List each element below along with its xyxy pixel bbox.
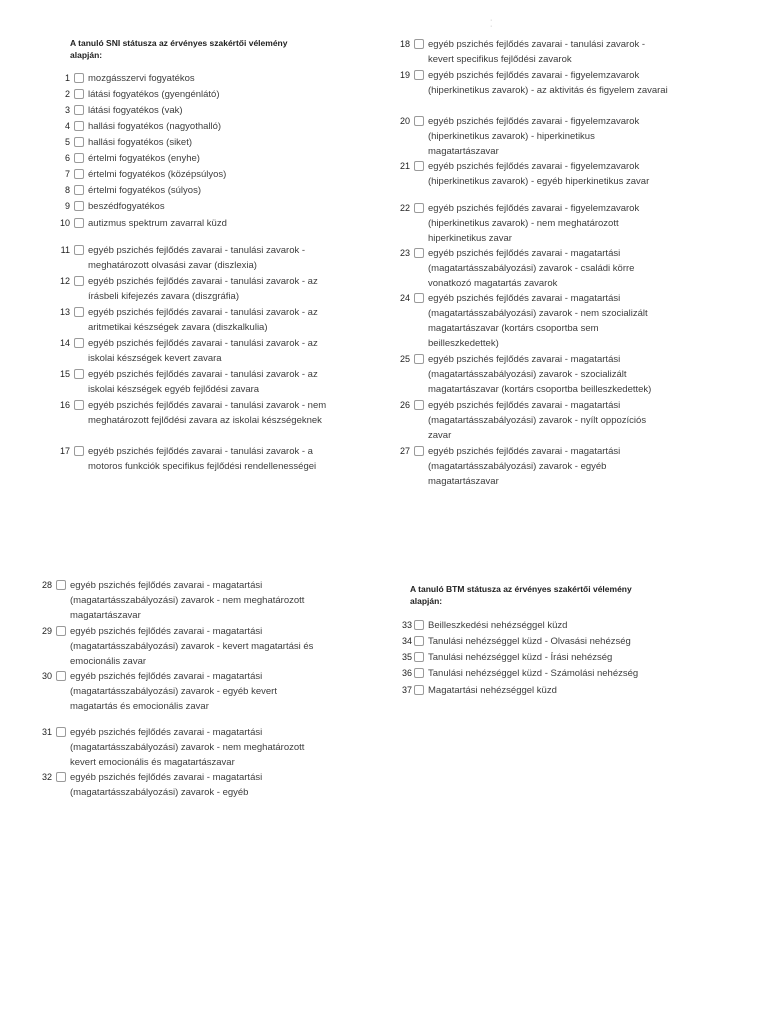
checkbox-label: egyéb pszichés fejlődés zavarai - tanulási zavarok - nem meghatározott fejlődési zavara az iskolai készségeknek: [88, 400, 327, 426]
item-number: 12: [59, 276, 70, 286]
checkbox-label: hallási fogyatékos (siket): [88, 137, 193, 148]
item-number: 20: [399, 116, 410, 126]
checkbox[interactable]: [74, 137, 84, 147]
checkbox[interactable]: [74, 169, 84, 179]
checkbox-label: egyéb pszichés fejlődés zavarai - magatartási (magatartásszabályozási) zavarok - nem meghatározott magatartászavar: [70, 580, 305, 621]
item-number: 9: [64, 201, 70, 211]
item-number: 24: [399, 293, 410, 303]
item-number: 1: [64, 73, 70, 83]
item-number: 36: [401, 668, 412, 678]
item-number: 11: [60, 245, 70, 255]
checkbox[interactable]: [414, 248, 424, 258]
checkbox[interactable]: [414, 668, 424, 678]
item-number: 4: [64, 121, 70, 131]
checkbox-label: egyéb pszichés fejlődés zavarai - magatartási (magatartásszabályozási) zavarok - nyílt oppozíciós zavar: [428, 400, 647, 441]
checkbox[interactable]: [414, 636, 424, 646]
item-number: 34: [401, 636, 412, 646]
checkbox[interactable]: [74, 400, 84, 410]
checkbox[interactable]: [414, 116, 424, 126]
checkbox[interactable]: [414, 161, 424, 171]
checkbox-label: mozgásszervi fogyatékos: [88, 73, 195, 84]
item-number: 26: [399, 400, 410, 410]
checkbox-label: egyéb pszichés fejlődés zavarai - figyelemzavarok (hiperkinetikus zavarok) - az aktivitás és figyelem zavarai: [428, 70, 668, 96]
item-number: 3: [64, 105, 70, 115]
checkbox-label: egyéb pszichés fejlődés zavarai - tanulási zavarok - az írásbeli kifejezés zavara (diszgráfia): [88, 276, 318, 302]
checkbox[interactable]: [56, 626, 66, 636]
checkbox[interactable]: [414, 293, 424, 303]
item-number: 25: [399, 354, 410, 364]
item-number: 32: [41, 772, 52, 782]
checkbox[interactable]: [56, 727, 66, 737]
checkbox[interactable]: [74, 218, 84, 228]
checkbox[interactable]: [74, 89, 84, 99]
item-number: 15: [59, 369, 70, 379]
checkbox-label: Beilleszkedési nehézséggel küzd: [428, 620, 568, 631]
checkbox[interactable]: [56, 772, 66, 782]
checkbox[interactable]: [414, 70, 424, 80]
checkbox-label: egyéb pszichés fejlődés zavarai - tanulási zavarok - az iskolai készségek egyéb fejlődési zavara: [88, 369, 318, 395]
item-number: 29: [41, 626, 52, 636]
checkbox-label: egyéb pszichés fejlődés zavarai - magatartási (magatartásszabályozási) zavarok - egyéb: [70, 772, 263, 798]
checkbox-label: egyéb pszichés fejlődés zavarai - tanulási zavarok - meghatározott olvasási zavar (diszlexia): [88, 245, 306, 271]
checkbox[interactable]: [74, 73, 84, 83]
checkbox[interactable]: [74, 446, 84, 456]
checkbox-label: egyéb pszichés fejlődés zavarai - magatartási (magatartásszabályozási) zavarok - nem szocializált magatartászavar (kortárs csoportba sem beilleszkedettek): [428, 293, 648, 349]
checkbox[interactable]: [414, 652, 424, 662]
checkbox[interactable]: [74, 369, 84, 379]
checkbox[interactable]: [414, 620, 424, 630]
checkbox-label: egyéb pszichés fejlődés zavarai - figyelemzavarok (hiperkinetikus zavarok) - hiperkinetikus magatartászavar: [428, 116, 640, 157]
checkbox[interactable]: [414, 400, 424, 410]
checkbox-label: egyéb pszichés fejlődés zavarai - tanulási zavarok - az aritmetikai készségek zavara (diszkalkulia): [88, 307, 318, 333]
checkbox-label: hallási fogyatékos (nagyothalló): [88, 121, 222, 132]
checkbox-label: értelmi fogyatékos (enyhe): [88, 153, 200, 164]
btm-section-heading: A tanuló BTM státusza az érvényes szakértői vélemény alapján:: [410, 584, 632, 606]
checkbox[interactable]: [74, 185, 84, 195]
checkbox-label: egyéb pszichés fejlődés zavarai - tanulási zavarok - a motoros funkciók specifikus fejlődési rendellenességei: [88, 446, 317, 472]
checkbox-label: értelmi fogyatékos (középsúlyos): [88, 169, 227, 180]
item-number: 21: [399, 161, 410, 171]
checkbox[interactable]: [56, 671, 66, 681]
checkbox-label: látási fogyatékos (gyengénlátó): [88, 89, 220, 100]
item-number: 5: [64, 137, 70, 147]
checkbox-label: egyéb pszichés fejlődés zavarai - magatartási (magatartásszabályozási) zavarok - egyéb kevert magatartás és emocionális zavar: [70, 671, 277, 712]
checkbox[interactable]: [74, 338, 84, 348]
item-number: 10: [59, 218, 70, 228]
item-number: 23: [399, 248, 410, 258]
item-number: 30: [41, 671, 52, 681]
checkbox-label: értelmi fogyatékos (súlyos): [88, 185, 201, 196]
checkbox[interactable]: [56, 580, 66, 590]
checkbox-label: Tanulási nehézséggel küzd - Számolási nehézség: [428, 668, 639, 679]
item-number: 27: [399, 446, 410, 456]
checkbox[interactable]: [414, 354, 424, 364]
item-number: 37: [401, 685, 412, 695]
item-number: 14: [59, 338, 70, 348]
checkbox[interactable]: [74, 153, 84, 163]
checkbox-label: egyéb pszichés fejlődés zavarai - figyelemzavarok (hiperkinetikus zavarok) - nem meghatározott hiperkinetikus zavar: [428, 203, 640, 244]
checkbox[interactable]: [414, 203, 424, 213]
checkbox-label: autizmus spektrum zavarral küzd: [88, 218, 227, 229]
checkbox-label: egyéb pszichés fejlődés zavarai - tanulási zavarok - kevert specifikus fejlődési zavarok: [428, 39, 646, 65]
item-number: 28: [41, 580, 52, 590]
checkbox[interactable]: [74, 121, 84, 131]
item-number: 22: [399, 203, 410, 213]
item-number: 33: [401, 620, 412, 630]
checkbox[interactable]: [74, 276, 84, 286]
checkbox[interactable]: [74, 245, 84, 255]
checkbox-label: egyéb pszichés fejlődés zavarai - magatartási (magatartásszabályozási) zavarok - családi körre vonatkozó magatartás zavarok: [428, 248, 635, 289]
item-number: 2: [64, 89, 70, 99]
item-number: 8: [64, 185, 70, 195]
item-number: 35: [401, 652, 412, 662]
item-number: 17: [59, 446, 70, 456]
item-number: 13: [59, 307, 70, 317]
item-number: 7: [64, 169, 70, 179]
item-number: 19: [399, 70, 410, 80]
checkbox-label: egyéb pszichés fejlődés zavarai - figyelemzavarok (hiperkinetikus zavarok) - egyéb hiperkinetikus zavar: [428, 161, 650, 187]
sni-section-heading: A tanuló SNI státusza az érvényes szakértői vélemény alapján:: [70, 38, 288, 60]
checkbox-label: egyéb pszichés fejlődés zavarai - magatartási (magatartásszabályozási) zavarok - szocializált magatartászavar (kortárs csoportba beilleszkedettek): [428, 354, 652, 395]
checkbox[interactable]: [74, 201, 84, 211]
checkbox[interactable]: [74, 307, 84, 317]
checkbox-label: Magatartási nehézséggel küzd: [428, 685, 557, 696]
page-cut-mark: · ·: [490, 17, 493, 30]
checkbox[interactable]: [414, 685, 424, 695]
checkbox-label: egyéb pszichés fejlődés zavarai - magatartási (magatartásszabályozási) zavarok - kevert magatartási és emocionális zavar: [70, 626, 314, 667]
checkbox-label: egyéb pszichés fejlődés zavarai - tanulási zavarok - az iskolai készségek kevert zavara: [88, 338, 318, 364]
item-number: 16: [59, 400, 70, 410]
item-number: 6: [64, 153, 70, 163]
checkbox-label: Tanulási nehézséggel küzd - Olvasási nehézség: [428, 636, 631, 647]
checkbox[interactable]: [74, 105, 84, 115]
checkbox[interactable]: [414, 39, 424, 49]
item-number: 31: [41, 727, 52, 737]
checkbox-label: beszédfogyatékos: [88, 201, 165, 212]
checkbox-label: látási fogyatékos (vak): [88, 105, 183, 116]
checkbox-label: Tanulási nehézséggel küzd - Írási nehézség: [428, 652, 613, 663]
checkbox-label: egyéb pszichés fejlődés zavarai - magatartási (magatartásszabályozási) zavarok - egyéb magatartászavar: [428, 446, 621, 487]
item-number: 18: [399, 39, 410, 49]
checkbox-label: egyéb pszichés fejlődés zavarai - magatartási (magatartásszabályozási) zavarok - nem meghatározott kevert emocionális és magatartászavar: [70, 727, 305, 768]
checkbox[interactable]: [414, 446, 424, 456]
